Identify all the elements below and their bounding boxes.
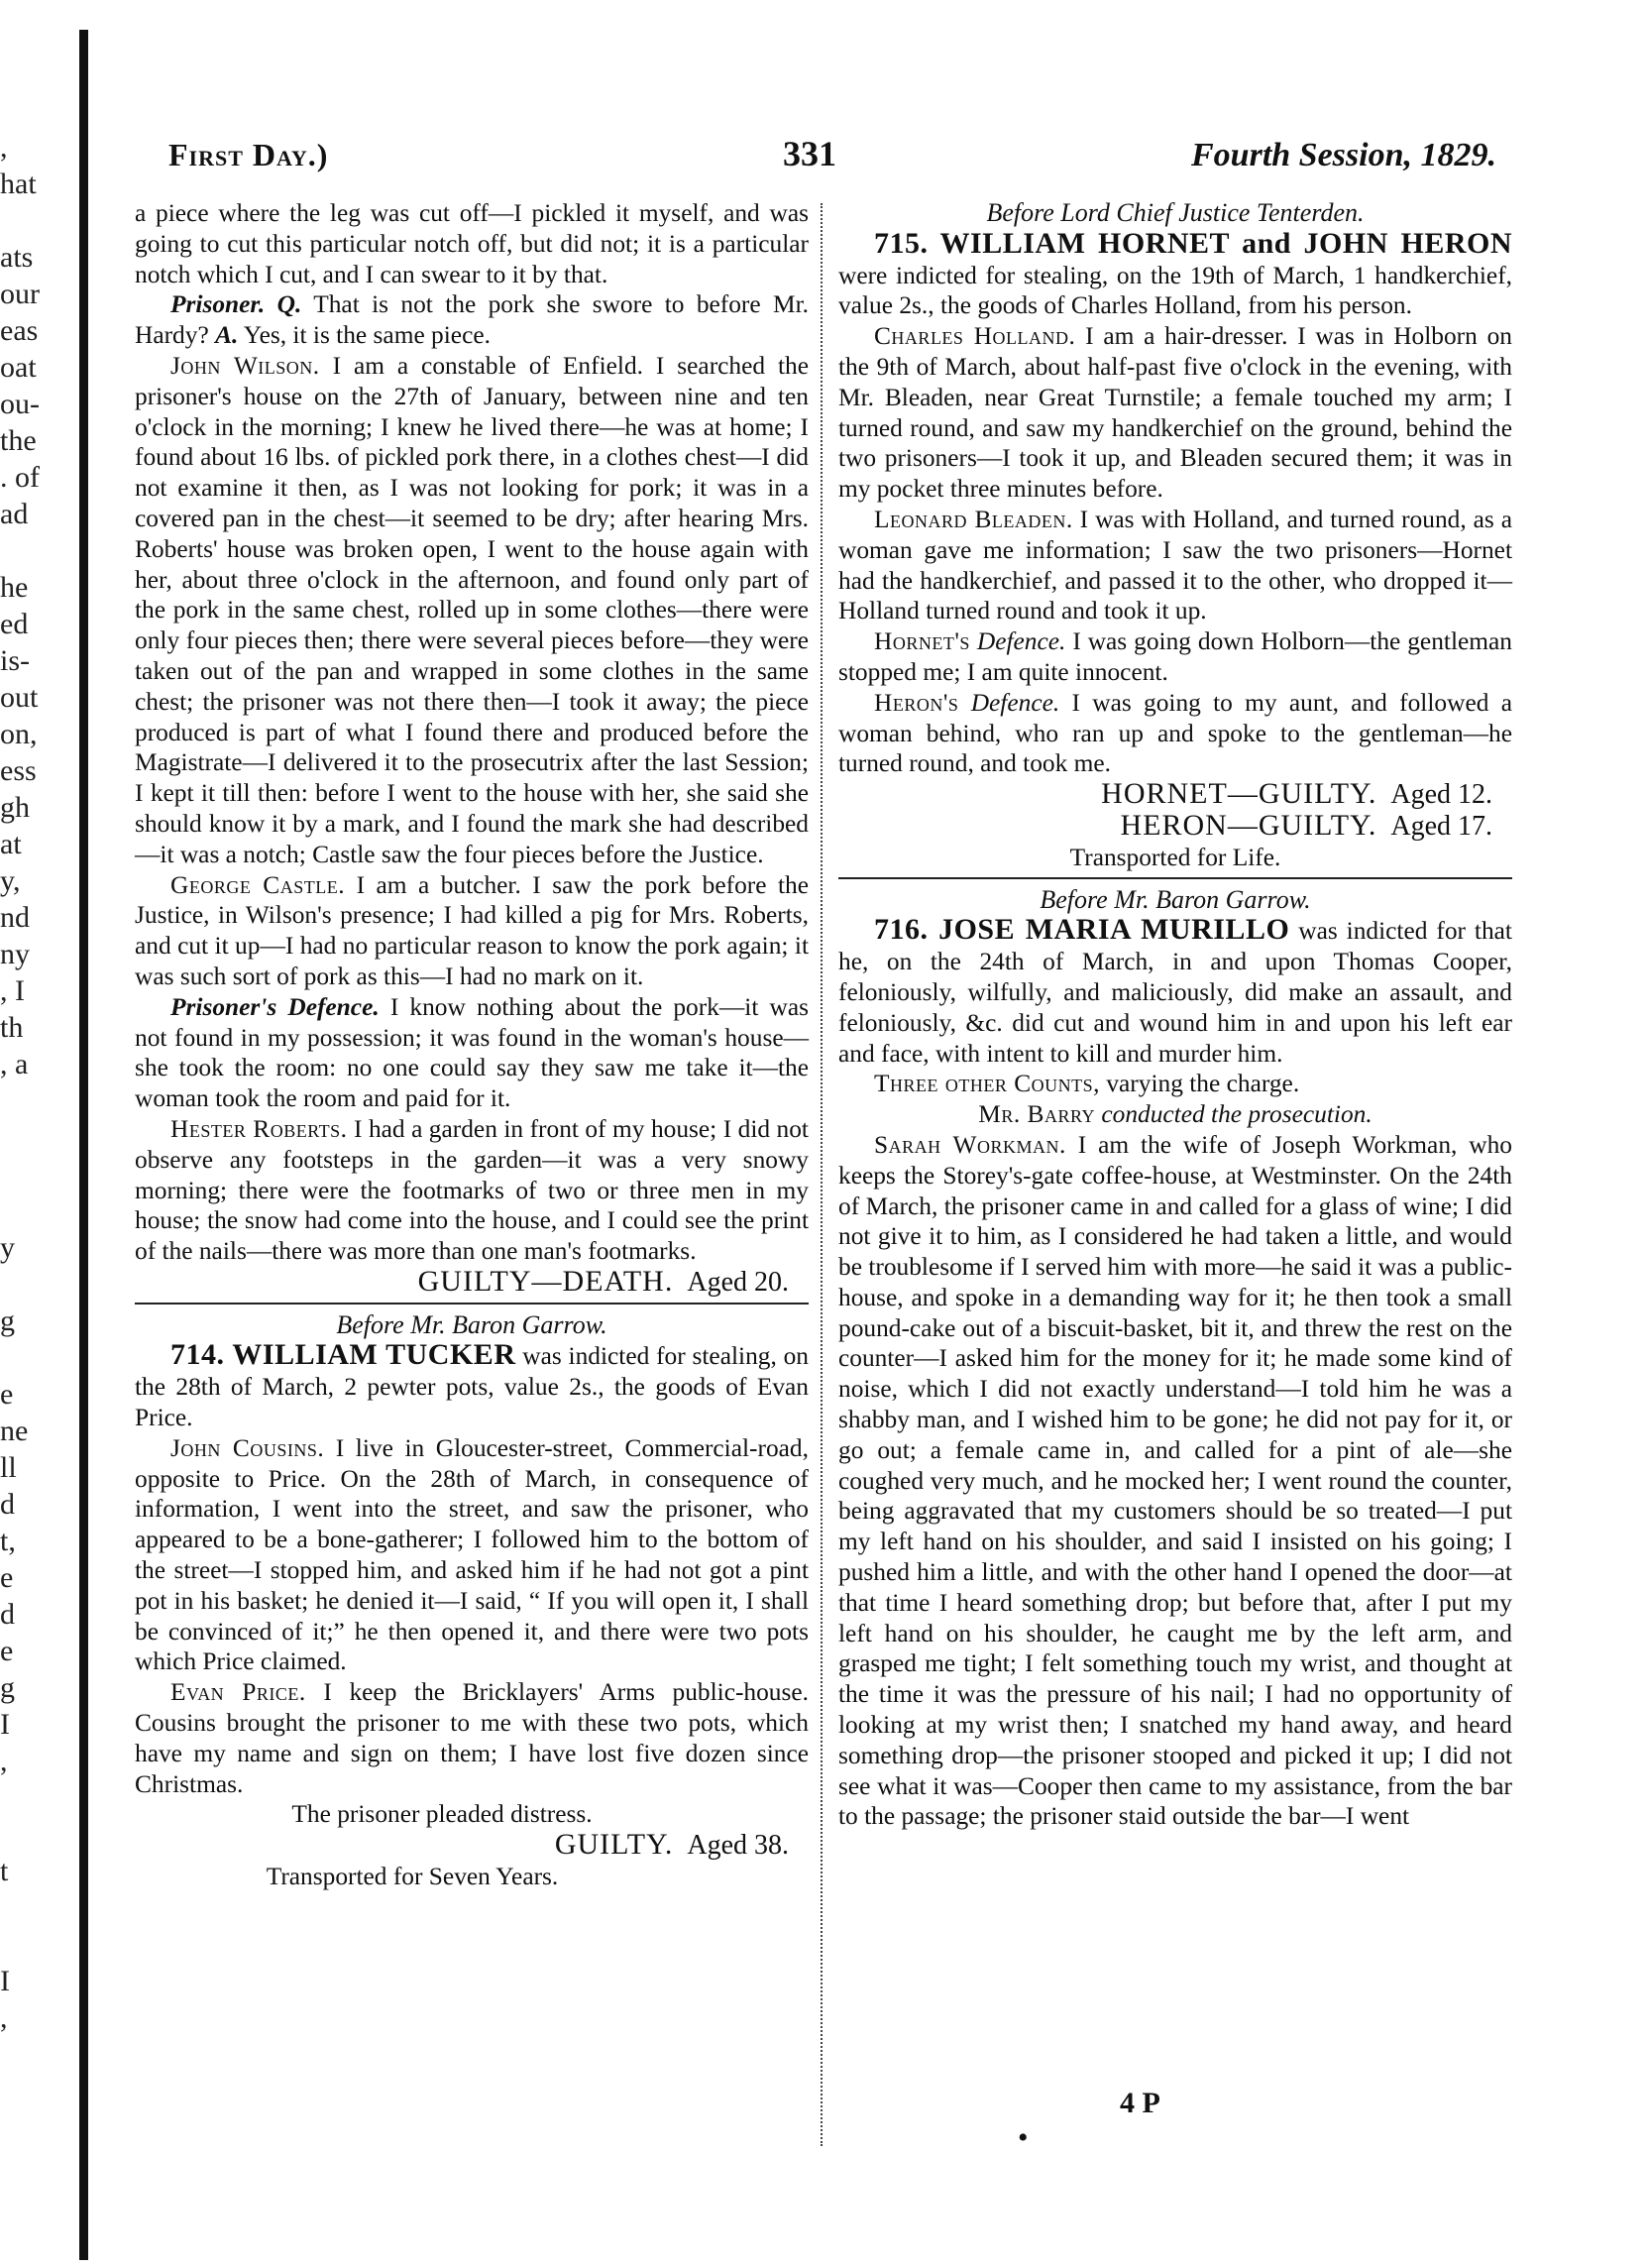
paragraph: Hornet's Defence. I was going down Holborn—the gentleman stopped me; I am quite innocent. xyxy=(838,627,1512,686)
margin-fragment: is- xyxy=(0,644,30,677)
margin-fragment xyxy=(0,202,59,239)
verdict: GUILTY. Aged 38. xyxy=(554,1828,789,1862)
case-title: 715. WILLIAM HORNET and JOHN HERON xyxy=(874,226,1512,260)
paragraph: Sarah Workman. I am the wife of Joseph Workman, who keeps the Storey's-gate coffee-house, at Westminster. On the 24th of March, the prisoner came in and called for a glass of wine; I did not give it to him, as I considered he had taken a little, and would be troublesome if I served him with more—he said it was a public-house, and spoke in a demanding way for it; he then took a small pound-cake out of a biscuit-basket, bit it, and threw the rest on the counter—I asked him for the money for it; he made some kind of noise, which I did not exactly understand—I told him he was a shabby man, and I wished him to be gone; he did not pay for it, or go out; a female came in, and called for a pint of ale—she coughed very much, and he mocked her; I went round the counter, being aggravated that my customers should be so treated—I put my left hand on his shoulder, and said I insisted on his going; I pushed him a little, and with the other hand I opened the door—at that time I heard something drop; but before that, after I put my left hand on his shoulder, he caught me by the left arm, and grasped me tight; I felt something touch my wrist, and thought at the time it was the pressure of his nail; I had no opportunity of looking at my wrist then; I snatched my hand away, and heard something drop—the prisoner stooped and picked it up; I did not see what it was—Cooper then came to my assistance, from the bar to the passage; the prisoner staid outside the bar—I went xyxy=(838,1130,1512,1831)
margin-fragment: y xyxy=(0,1231,15,1264)
speaker: Prisoner. xyxy=(170,290,266,319)
margin-fragment xyxy=(0,1779,59,1816)
paragraph: Prisoner's Defence. I know nothing about the pork—it was not found in my possession; it was found in the woman's house—she took the room: no one could say they saw me take it—the woman took the room and paid for it. xyxy=(135,992,809,1113)
case-paragraph: 716. JOSE MARIA MURILLO was indicted for that he, on the 24th of March, in and upon Thomas Cooper, feloniously, wilfully, and maliciously, did make an assault, and feloniously, &c. did cut and wound him in and upon his left ear and face, with intent to kill and murder him. xyxy=(838,913,1512,1068)
margin-fragment: d xyxy=(0,1488,15,1521)
margin-fragment: I xyxy=(0,1708,10,1741)
header-day: First Day.) xyxy=(168,137,329,172)
sentence: Transported for Seven Years. xyxy=(266,1863,559,1891)
margin-fragment: I xyxy=(0,1965,10,1997)
margin-fragment: ed xyxy=(0,608,29,640)
margin-fragment: , xyxy=(0,1745,8,1777)
facing-page-margin xyxy=(0,129,59,2036)
margin-fragment: ny xyxy=(0,938,30,970)
margin-fragment: ll xyxy=(0,1451,17,1484)
paragraph: Three other Counts, varying the charge. xyxy=(874,1070,1300,1098)
margin-fragment: out xyxy=(0,681,39,714)
header-session: Fourth Session, 1829. xyxy=(1191,137,1496,173)
margin-fragment: g xyxy=(0,1671,15,1704)
paragraph: Heron's Defence. I was going to my aunt, and followed a woman behind, who ran up and spoke to the gentleman—he turned round, and took me. xyxy=(838,688,1512,778)
speaker: John Cousins. xyxy=(170,1433,325,1462)
margin-fragment: ad xyxy=(0,498,29,530)
margin-fragment: e xyxy=(0,1378,14,1411)
margin-fragment xyxy=(0,1119,59,1156)
margin-fragment xyxy=(0,1082,59,1119)
column-divider xyxy=(821,203,823,2146)
footer-dot: • xyxy=(1018,2121,1029,2154)
paragraph: Charles Holland. I am a hair-dresser. I was in Holborn on the 9th of March, about half-past five o'clock in the evening, with Mr. Bleaden, near Great Turnstile; a female touched my arm; I turned round, and saw my handkerchief on the ground, behind the two prisoners—I took it up, and Bleaden secured them; it was in my pocket three minutes before. xyxy=(838,322,1512,504)
page-number: 331 xyxy=(783,134,836,173)
margin-fragment: t xyxy=(0,1855,9,1887)
margin-fragment: the xyxy=(0,424,37,457)
running-header xyxy=(168,134,1496,180)
margin-fragment: ne xyxy=(0,1415,29,1447)
margin-fragment: on, xyxy=(0,718,38,750)
speaker: Evan Price. xyxy=(170,1678,306,1707)
case-title: 714. WILLIAM TUCKER xyxy=(170,1338,516,1372)
paragraph: John Wilson. I am a constable of Enfield. I searched the prisoner's house on the 27th of January, between nine and ten o'clock in the morning; I knew he lived there—he was at home; I found about 16 lbs. of pickled pork there, in a clothes chest—I did not examine it then, as I was not looking for pork; it was in a covered pan in the chest—it seemed to be dry; after hearing Mrs. Roberts' house was broken open, I went to the house again with her, about three o'clock in the afternoon, and found only part of the pork in the same chest, rolled up in some clothes—there were only four pieces then; there were several pieces before—they were taken out of the pan and wrapped in some clothes in the same chest; the prisoner was not there then—I took it away; the piece produced is part of what I found there and produced before the Magistrate—I delivered it to the prosecutrix after the last Session; I kept it till then: before I went to the house with her, she said she should know it by a mark, and I found the mark she had described—it was a notch; Castle saw the four pieces before the Justice. xyxy=(135,351,810,868)
section-rule xyxy=(135,1303,809,1304)
margin-fragment: g xyxy=(0,1304,15,1337)
margin-fragment: , xyxy=(0,2001,8,2034)
speaker: Prisoner's Defence. xyxy=(170,992,380,1021)
margin-fragment: th xyxy=(0,1011,24,1044)
counts-label: Three other Counts, xyxy=(874,1070,1100,1098)
speaker: Sarah Workman. xyxy=(874,1130,1066,1159)
paragraph: Leonard Bleaden. I was with Holland, and turned round, as a woman gave me information; I saw the two prisoners—Hornet had the handkerchief, and passed it to the other, who dropped it—Holland turned round and took it up. xyxy=(838,505,1512,625)
margin-fragment: eas xyxy=(0,314,39,347)
margin-fragment: gh xyxy=(0,791,30,824)
case-paragraph: 715. WILLIAM HORNET and JOHN HERON were indicted for stealing, on the 19th of March, 1 handkerchief, value 2s., the goods of Charles Holland, from his person. xyxy=(838,226,1512,320)
margin-fragment: e xyxy=(0,1635,14,1667)
margin-fragment: ats xyxy=(0,241,34,274)
section-rule xyxy=(838,877,1512,879)
paragraph: Evan Price. I keep the Bricklayers' Arms public-house. Cousins brought the prisoner to me with these two pots, which have my name and sign on them; I have lost five dozen since Christmas. xyxy=(135,1678,809,1798)
speaker: George Castle. xyxy=(170,870,346,899)
paragraph: George Castle. I am a butcher. I saw the pork before the Justice, in Wilson's presence; I had killed a pig for Mrs. Roberts, and cut it up—I had no particular reason to know the pork again; it was such sort of pork as this—I had no mark on it. xyxy=(135,870,809,990)
verdict: HORNET—GUILTY. Aged 12. xyxy=(1101,777,1492,811)
paragraph: Hester Roberts. I had a garden in front of my house; I did not observe any footsteps in the garden—it was a very snowy morning; there were the footmarks of two or three men in my house; the snow had come into the house, and I could see the print of the nails—there was more than one man's footmarks. xyxy=(135,1114,809,1266)
verdict: GUILTY—DEATH. Aged 20. xyxy=(417,1264,789,1298)
case-title: 716. JOSE MARIA MURILLO xyxy=(874,913,1290,947)
margin-fragment: oat xyxy=(0,351,37,384)
margin-fragment xyxy=(0,1889,59,1926)
margin-fragment: y, xyxy=(0,864,21,897)
paragraph: John Cousins. I live in Gloucester-street, Commercial-road, opposite to Price. On the 28th of March, in consequence of information, I went into the street, and saw the prisoner, who appeared to be a bone-gatherer; I followed him to the bottom of the street—I stopped him, and asked him if he had not got a pint pot in his basket; he denied it—I said, “ If you will open it, I shall be convinced of it;” he then opened it, and there were two pots which Price claimed. xyxy=(135,1433,809,1676)
margin-fragment: , I xyxy=(0,974,25,1007)
margin-fragment xyxy=(0,1926,59,1963)
margin-fragment: he xyxy=(0,571,29,604)
margin-fragment xyxy=(0,532,59,569)
margin-fragment: . of xyxy=(0,461,40,494)
margin-fragment xyxy=(0,1156,59,1192)
judge-heading: Before Mr. Baron Garrow. xyxy=(1040,884,1311,914)
margin-fragment: t, xyxy=(0,1525,16,1557)
margin-fragment: nd xyxy=(0,901,30,934)
margin-fragment: d xyxy=(0,1598,15,1631)
judge-heading: Before Mr. Baron Garrow. xyxy=(336,1309,607,1339)
judge-heading: Before Lord Chief Justice Tenterden. xyxy=(986,198,1365,227)
paragraph: Prisoner. Q. That is not the pork she swore to before Mr. Hardy? A. Yes, it is the same piece. xyxy=(135,290,809,350)
prosecution-note: Mr. Barry conducted the prosecution. xyxy=(978,1100,1372,1129)
plea: The prisoner pleaded distress. xyxy=(291,1800,593,1829)
case-paragraph: 714. WILLIAM TUCKER was indicted for stealing, on the 28th of March, 2 pewter pots, value 2s., the goods of Evan Price. xyxy=(135,1338,809,1432)
margin-fragment xyxy=(0,1816,59,1853)
margin-fragment xyxy=(0,1192,59,1229)
speaker: Charles Holland. xyxy=(874,322,1076,351)
right-column xyxy=(838,198,1512,1832)
margin-fragment xyxy=(0,1266,59,1303)
margin-fragment: ou- xyxy=(0,388,40,420)
margin-fragment: ess xyxy=(0,754,37,787)
left-column xyxy=(135,198,809,1892)
paragraph: a piece where the leg was cut off—I pickled it myself, and was going to cut this particular notch off, but did not; it is a particular notch which I cut, and I can swear to it by that. xyxy=(135,199,809,288)
sentence: Transported for Life. xyxy=(1069,843,1281,871)
margin-fragment xyxy=(0,1339,59,1376)
margin-fragment: at xyxy=(0,828,22,860)
margin-fragment: hat xyxy=(0,168,37,200)
margin-fragment: , xyxy=(0,131,8,164)
margin-fragment: , a xyxy=(0,1048,29,1080)
binding-edge xyxy=(79,30,88,2260)
speaker: Leonard Bleaden. xyxy=(874,505,1073,533)
speaker: John Wilson. xyxy=(170,351,320,380)
speaker: Heron's xyxy=(874,688,959,717)
margin-fragment: e xyxy=(0,1561,14,1594)
signature-mark: 4 P xyxy=(1120,2087,1160,2119)
verdict: HERON—GUILTY. Aged 17. xyxy=(1120,808,1492,842)
speaker: Hornet's xyxy=(874,627,970,656)
speaker: Hester Roberts. xyxy=(170,1114,348,1143)
margin-fragment: our xyxy=(0,278,40,310)
